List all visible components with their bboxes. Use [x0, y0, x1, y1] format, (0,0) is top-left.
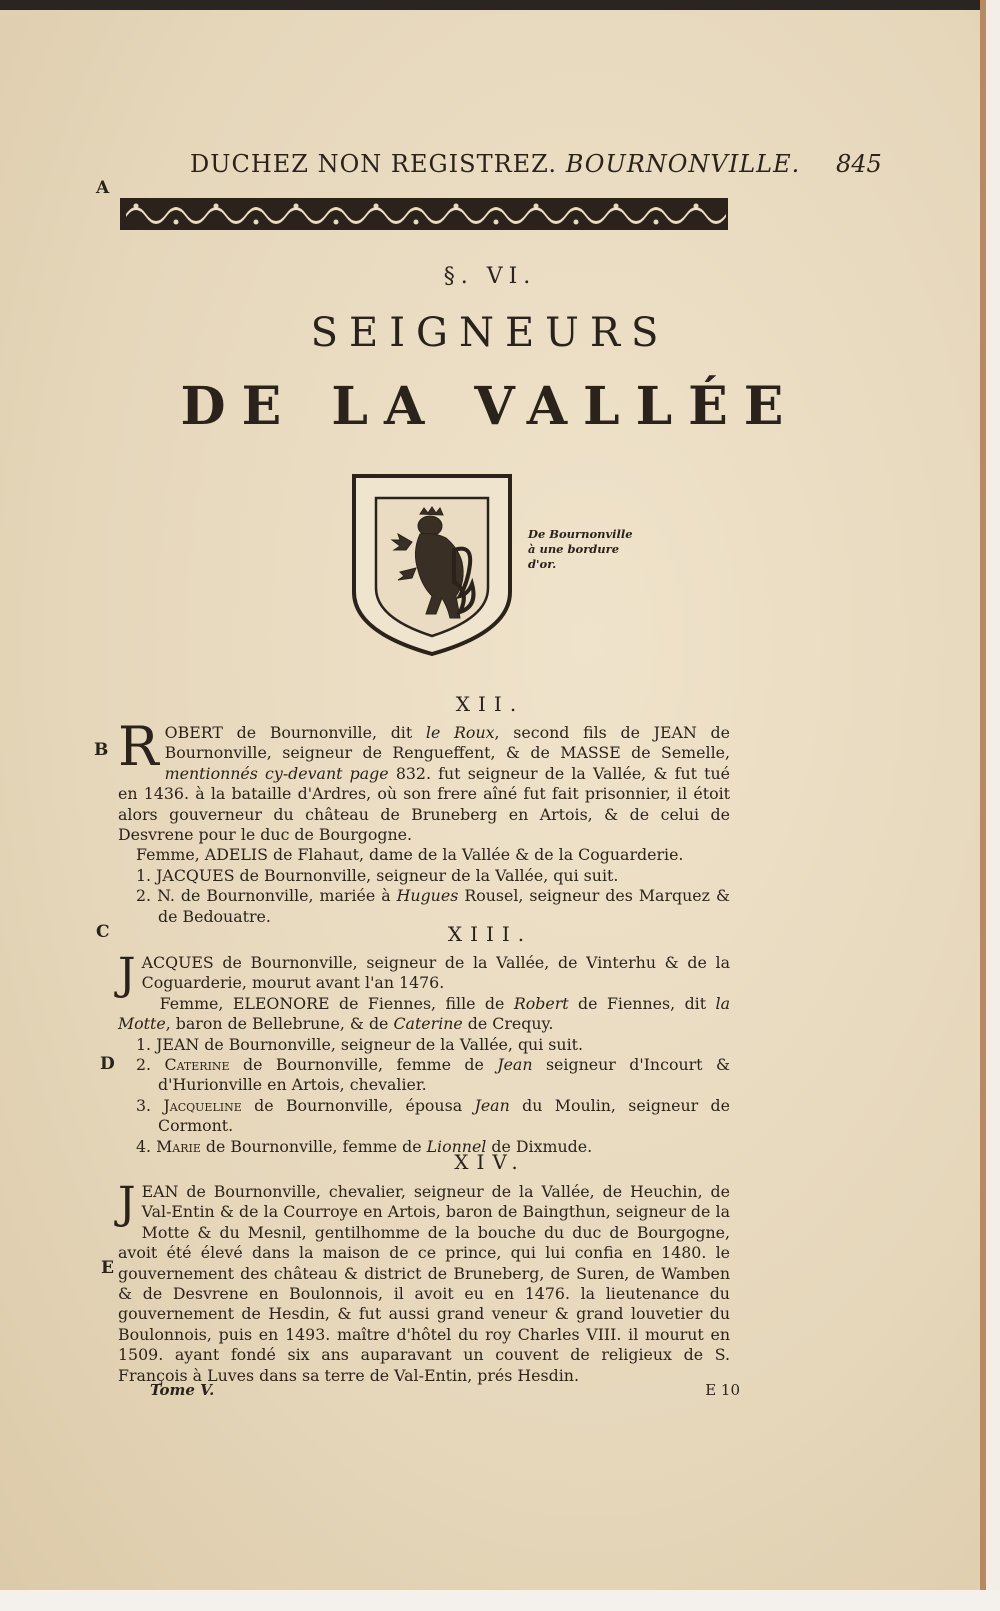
margin-letter-e: E — [101, 1258, 114, 1278]
caption-line: De Bournonville — [528, 527, 633, 541]
arms-caption — [528, 527, 638, 572]
wife-line: Femme, ADELIS de Flahaut, dame de la Vallée & de la Coguarderie. — [136, 845, 684, 865]
book-page — [0, 10, 980, 1590]
page-number: 845 — [836, 150, 882, 178]
section-title-line1: SEIGNEURS — [310, 310, 670, 356]
drop-cap: J — [118, 1178, 136, 1229]
margin-letter-c: C — [96, 922, 110, 942]
margin-letter-a: A — [96, 178, 110, 198]
paragraph: J EAN de Bournonville, chevalier, seigneur de la Vallée, de Heuchin, de Val-Entin & de la Courroye en Artois, baron de Baingthun, seigneur de la Motte & du Mesnil, gentilhomme de la bouche du duc de Bourgogne, avoit été élevé dans la maison de ce prince, qui lui confia en 1480. le gouvernement des château & district de Bruneberg, de Suren, de Wamben & de Desvrene en Boulonnois, il avoit eu en 1476. la lieutenance du gouvernement de Hesdin, & fut aussi grand veneur & grand louvetier du Boulonnois, puis en 1493. maître d'hôtel du roy Charles VIII. il mourut en 1509. ayant fondé six ans auparavant un couvent de religieux de S. François à Luves dans sa terre de Val-Entin, prés Hesdin. — [118, 1178, 730, 1385]
running-head — [190, 150, 800, 178]
running-title: DUCHEZ NON REGISTREZ. — [190, 150, 558, 178]
page-edge-right — [980, 0, 1000, 1611]
drop-cap: J — [118, 949, 136, 1000]
volume-label: Tome V. — [150, 1381, 215, 1399]
generation-heading-xii: XII. — [455, 692, 525, 716]
coat-of-arms-image — [350, 472, 514, 658]
caption-line: à une bordure — [528, 542, 620, 556]
generation-heading-xiii: XIII. — [447, 922, 533, 946]
drop-cap: R — [118, 715, 159, 778]
list-item: 1. JACQUES de Bournonville, seigneur de la Vallée, qui suit. — [136, 865, 619, 885]
margin-letter-d: D — [100, 1054, 115, 1074]
caption-line: d'or. — [528, 557, 557, 571]
section-number: §. VI. — [443, 264, 537, 289]
generation-heading-xiv: XIV. — [454, 1150, 526, 1174]
list-item: 3. Jacqueline de Bournonville, épousa Jean du Moulin, seigneur de Cormont. — [136, 1095, 731, 1136]
section-title-line2: DE LA VALLÉE — [180, 376, 800, 437]
paragraph: J ACQUES de Bournonville, seigneur de la Vallée, de Vinterhu & de la Coguarderie, mourut avant l'an 1476. — [118, 949, 730, 1000]
paragraph: R OBERT de Bournonville, dit le Roux, second fils de JEAN de Bournonville, seigneur de Rengueffent, & de MASSE de Semelle, mentionnés cy-devant page 832. fut seigneur de la Vallée, & fut tué en 1436. à la bataille d'Ardres, où son frere aîné fut fait prisonnier, il étoit alors gouverneur du château de Bruneberg en Artois, & de celui de Desvrene pour le duc de Bourgogne. — [118, 715, 731, 845]
list-item: 1. JEAN de Bournonville, seigneur de la Vallée, qui suit. — [136, 1034, 584, 1054]
running-title-italic: BOURNONVILLE. — [565, 150, 801, 178]
ornamental-band — [120, 194, 728, 234]
margin-letter-b: B — [94, 740, 109, 760]
generation-xii-text — [118, 715, 731, 927]
generation-xiii-text — [118, 949, 731, 1157]
generation-xiv-text — [118, 1178, 730, 1386]
list-item: 2. Caterine de Bournonville, femme de Jean seigneur d'Incourt & d'Hurionville en Artois, chevalier. — [136, 1055, 731, 1095]
page-edge-bottom — [0, 1590, 1000, 1611]
list-item: 2. N. de Bournonville, mariée à Hugues Rousel, seigneur des Marquez & de Bedouatre. — [136, 886, 731, 926]
list-item: 4. Marie de Bournonville, femme de Lionnel de Dixmude. — [136, 1136, 593, 1156]
signature-mark: E 10 — [705, 1381, 740, 1399]
children-list — [118, 1035, 730, 1157]
children-list — [118, 866, 730, 927]
wife-line: Femme, ELEONORE de Fiennes, fille de Robert de Fiennes, dit la Motte, baron de Bellebrune, & de Caterine de Crequy. — [118, 993, 731, 1034]
